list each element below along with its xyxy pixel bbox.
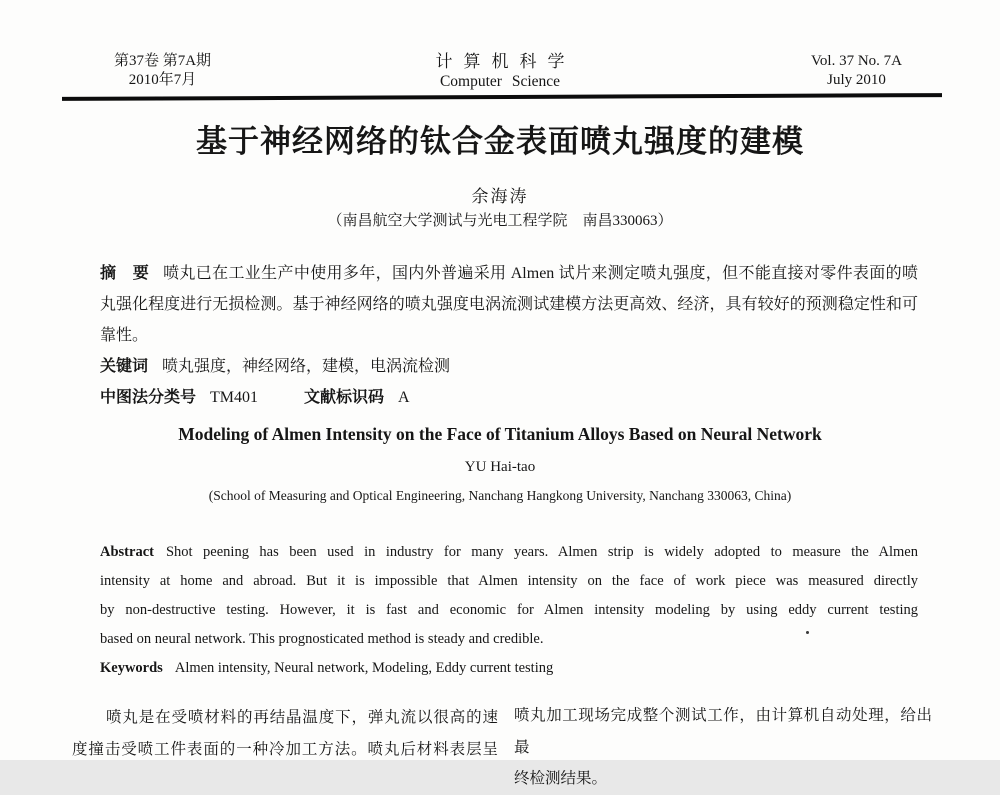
author-en: YU Hai-tao xyxy=(464,459,536,475)
author-cn: 余海涛 xyxy=(471,187,529,206)
affiliation-cn: （南昌航空大学测试与光电工程学院 南昌330063） xyxy=(327,213,673,229)
doc-code-label: 文献标识码 xyxy=(304,389,385,406)
abstract-cn-line: 靠性。 xyxy=(100,327,149,344)
keywords-en-text: Almen intensity, Neural network, Modeling, Eddy current testing xyxy=(174,660,554,676)
body-column-left xyxy=(72,702,498,765)
keywords-label-cn: 关键词 xyxy=(100,358,149,375)
keywords-cn-text: 喷丸强度，神经网络，建模，电涡流检测 xyxy=(162,358,451,375)
journal-name-cn: 计算机科学 xyxy=(435,52,576,71)
header-date-en: July 2010 xyxy=(827,72,886,88)
article-title-en: Modeling of Almen Intensity on the Face of Titanium Alloys Based on Neural Network xyxy=(178,424,822,444)
keywords-label-en: Keywords xyxy=(100,660,163,676)
front-matter-cn xyxy=(100,258,918,413)
doc-code-value: A xyxy=(398,389,410,406)
keywords-line-en xyxy=(100,654,918,683)
article-title-cn: 基于神经网络的钛合金表面喷丸强度的建模 xyxy=(196,124,804,159)
scan-artifact-dot xyxy=(806,631,809,634)
abstract-cn-line xyxy=(100,258,918,289)
body-column-right xyxy=(514,700,932,795)
keywords-line-cn xyxy=(100,351,918,382)
abstract-en-line: by non-destructive testing. However, it is fast and economic for Almen intensity modeling by using eddy current testing xyxy=(100,602,918,618)
abstract-en-text: Shot peening has been used in industry for many years. Almen strip is widely adopted to measure the Almen xyxy=(165,544,918,560)
abstract-en-line: intensity at home and abroad. But it is impossible that Almen intensity on the face of work piece was measured directly xyxy=(100,573,918,589)
body-text-line: 度撞击受喷工件表面的一种冷加工方法。喷丸后材料表层呈 xyxy=(72,740,498,758)
header-volume-issue-en: Vol. 37 No. 7A xyxy=(811,53,902,69)
body-text-line: 喷丸加工现场完成整个测试工作，由计算机自动处理，给出最 xyxy=(514,707,932,756)
header-volume-issue-cn: 第37卷 第7A期 xyxy=(113,53,212,69)
header-date-cn: 2010年7月 xyxy=(128,72,197,88)
abstract-en-line xyxy=(100,538,918,567)
front-matter-en xyxy=(100,538,918,683)
header-right xyxy=(811,52,902,90)
affiliation-en: (School of Measuring and Optical Engineering, Nanchang Hangkong University, Nanchang 330063, China) xyxy=(208,488,792,503)
clc-value: TM401 xyxy=(210,389,259,406)
body-text-line: 终检测结果。 xyxy=(514,770,608,787)
abstract-label-en: Abstract xyxy=(100,544,154,560)
abstract-cn-text: 喷丸已在工业生产中使用多年，国内外普遍采用 Almen 试片来测定喷丸强度，但不能直接对零件表面的喷 xyxy=(163,265,918,282)
clc-label: 中图法分类号 xyxy=(100,389,197,406)
abstract-label-cn: 摘 要 xyxy=(100,265,150,282)
abstract-cn-line: 丸强化程度进行无损检测。基于神经网络的喷丸强度电涡流测试建模方法更高效、经济，具有较好的预测稳定性和可 xyxy=(100,296,918,313)
abstract-en-line: based on neural network. This prognosticated method is steady and credible. xyxy=(100,631,544,647)
clc-line xyxy=(100,382,918,413)
header-rule xyxy=(62,93,942,101)
body-text-line: 喷丸是在受喷材料的再结晶温度下，弹丸流以很高的速 xyxy=(106,709,498,726)
journal-name-en: Computer Science xyxy=(439,73,561,90)
